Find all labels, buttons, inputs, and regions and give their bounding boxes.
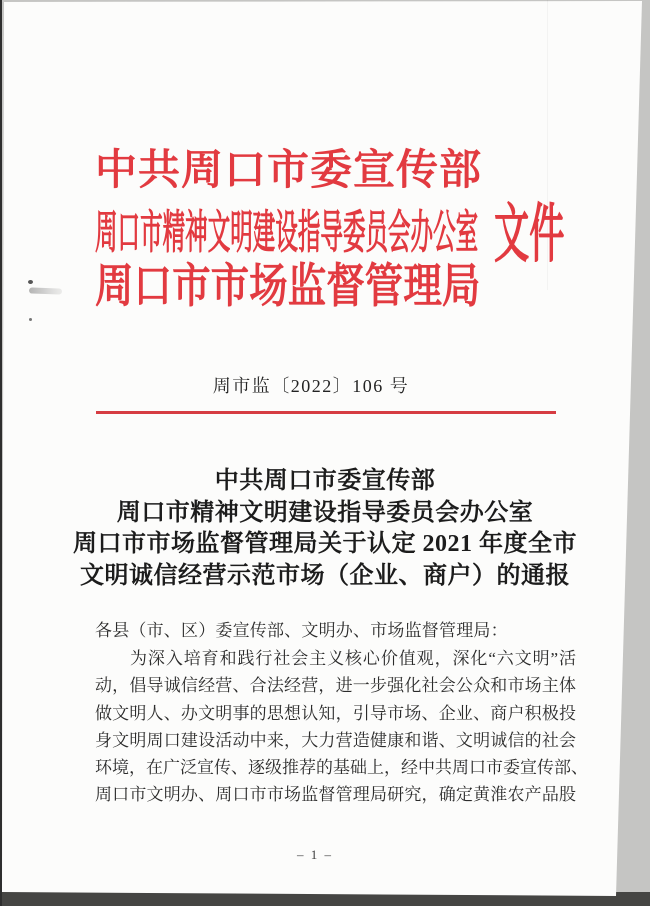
body-line: 周口市文明办、周口市市场监督管理局研究，确定黄淮农产品股: [95, 785, 576, 804]
ink-speck: [29, 318, 32, 321]
document-marker-text: 文件: [494, 199, 565, 270]
title-line-3: 周口市市场监督管理局关于认定 2021 年度全市: [73, 531, 577, 557]
title-line-1: 中共周口市委宣传部: [214, 468, 436, 494]
body-line: 动，倡导诚信经营、合法经营，进一步强化社会公众和市场主体: [95, 676, 576, 695]
page-number: – 1 –: [297, 847, 333, 862]
salutation: 各县（市、区）委宣传部、文明办、市场监督管理局：: [95, 621, 508, 640]
ink-smudge-smear: [29, 287, 62, 294]
document-marker: [494, 199, 622, 270]
title-line-2: 周口市精神文明建设指导委员会办公室: [116, 499, 534, 526]
document-title: [68, 466, 582, 592]
issuing-org-line-2-text: 周口市精神文明建设指导委员会办公室: [95, 207, 479, 258]
title-line-4: 文明诚信经营示范市场（企业、商户）的通报: [80, 562, 570, 589]
scan-edge-left: [0, 0, 2, 906]
letterhead-divider-rule: [96, 411, 556, 414]
body-line: 身文明周口建设活动中来，大力营造健康和谐、文明诚信的社会: [95, 731, 576, 750]
body-line: 环境，在广泛宣传、逐级推荐的基础上，经中共周口市委宣传部、: [95, 758, 588, 777]
document-number: 周市监〔2022〕106 号: [212, 376, 410, 396]
ink-smudge-dot: [28, 280, 33, 284]
issuing-org-line-1-text: 中共周口市委宣传部: [95, 148, 483, 194]
body-line: 做文明人、办文明事的思想认知，引导市场、企业、商户积极投: [95, 704, 576, 723]
issuing-org-line-3-text: 周口市市场监督管理局: [95, 261, 481, 313]
issuing-org-line-1: [95, 149, 482, 194]
body-line: 为深入培育和践行社会主义核心价值观，深化“六文明”活: [130, 649, 576, 668]
